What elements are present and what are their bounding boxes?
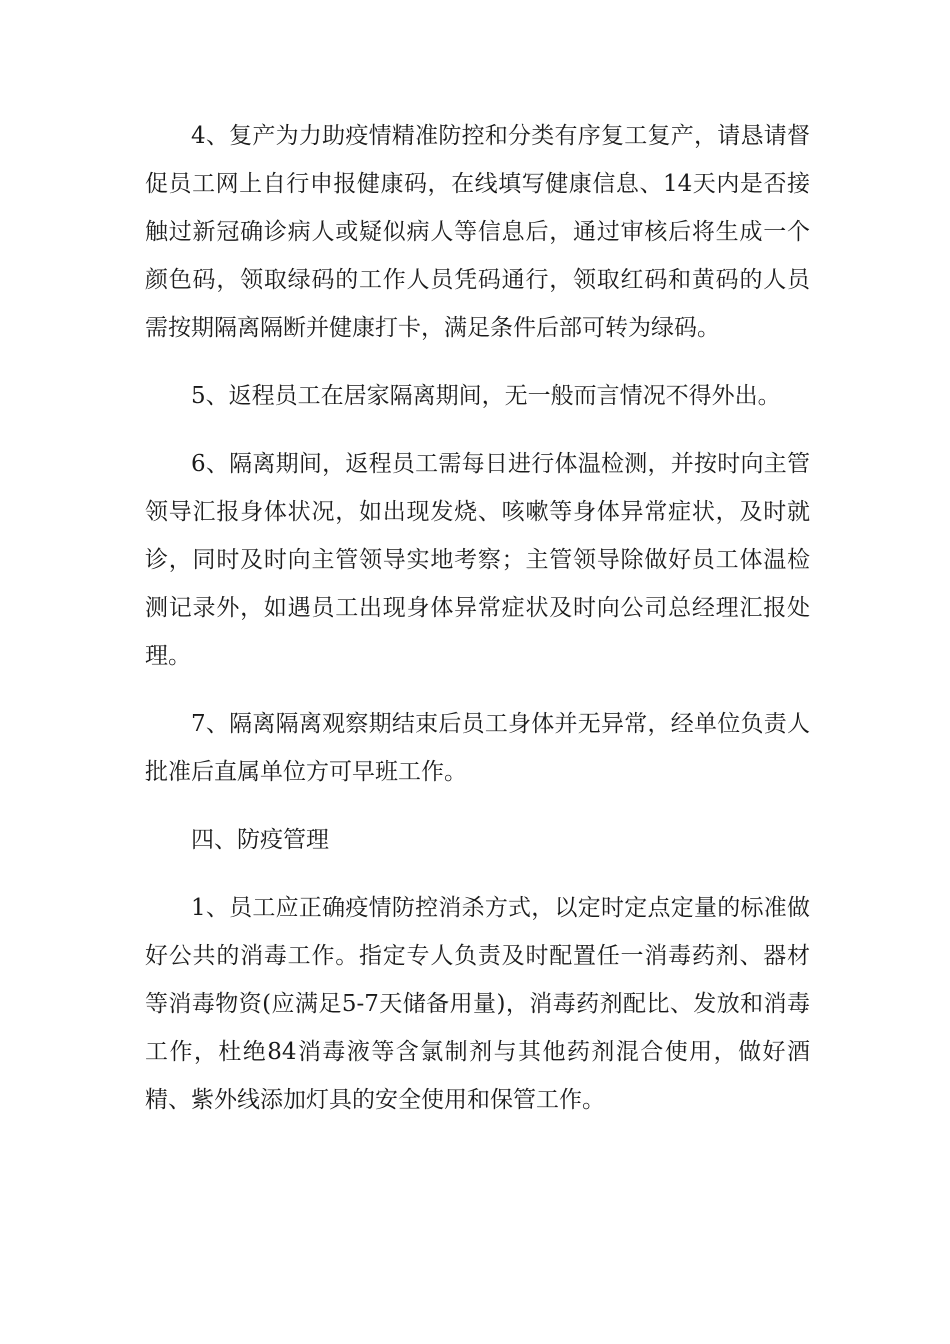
section-heading: 四、防疫管理 [191,827,329,853]
paragraph-item-4: 4、复产为力助疫情精准防控和分类有序复工复产，请恳请督促员工网上自行申报健康码，在线填写健康信息、14天内是否接触过新冠确诊病人或疑似病人等信息后，通过审核后将生成一个颜色码，领取绿码的工作人员凭码通行，领取红码和黄码的人员需按期隔离隔断并健康打卡，满足条件后部可转为绿码。 [145,123,810,341]
paragraph-item-6: 6、隔离期间，返程员工需每日进行体温检测，并按时向主管领导汇报身体状况，如出现发烧、咳嗽等身体异常症状，及时就诊，同时及时向主管领导实地考察；主管领导除做好员工体温检测记录外，如遇员工出现身体异常症状及时向公司总经理汇报处理。 [145,451,810,669]
section-paragraph-1: 1、员工应正确疫情防控消杀方式，以定时定点定量的标准做好公共的消毒工作。指定专人负责及时配置任一消毒药剂、器材等消毒物资(应满足5-7天储备用量)，消毒药剂配比、发放和消毒工作，杜绝84消毒液等含氯制剂与其他药剂混合使用，做好酒精、紫外线添加灯具的安全使用和保管工作。 [145,895,810,1113]
document-body [145,112,810,1144]
paragraph-item-7: 7、隔离隔离观察期结束后员工身体并无异常，经单位负责人批准后直属单位方可早班工作。 [145,711,810,785]
paragraph-item-5: 5、返程员工在居家隔离期间，无一般而言情况不得外出。 [191,383,781,409]
